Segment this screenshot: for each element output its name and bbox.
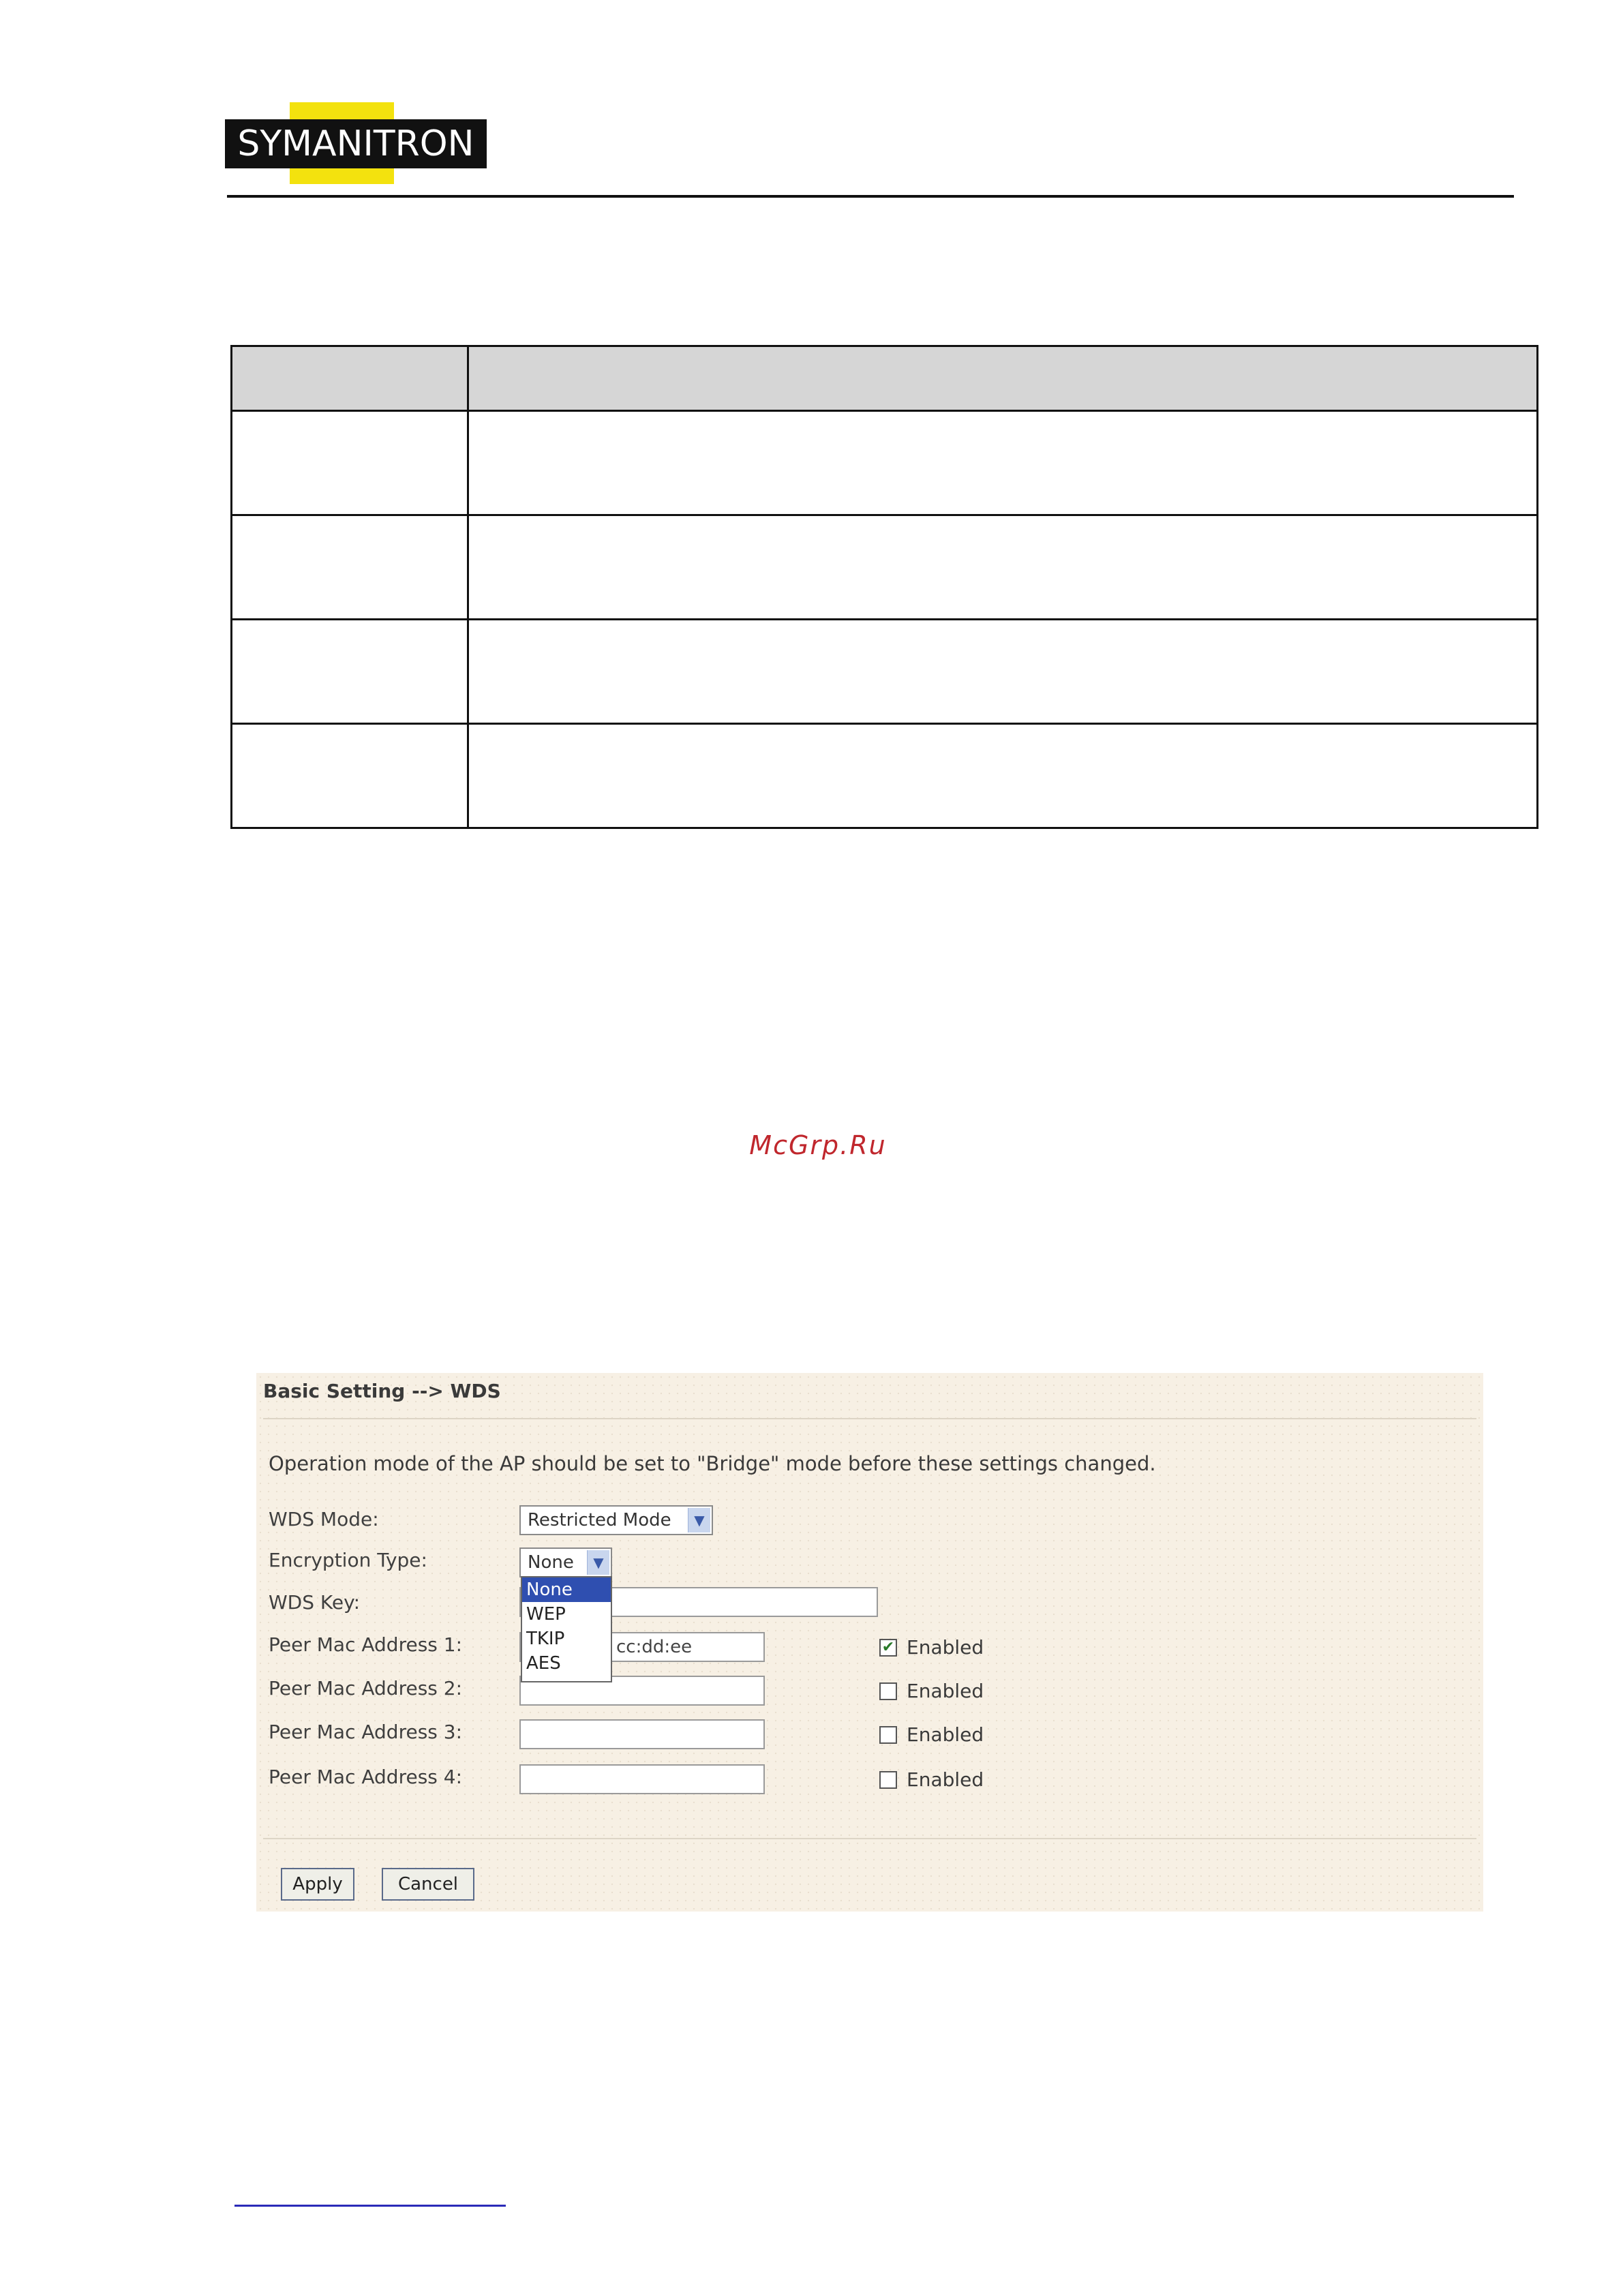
table-row: [232, 724, 1538, 828]
encryption-type-value: None: [528, 1552, 574, 1573]
panel-divider: [263, 1838, 1476, 1839]
peer-2-enabled-checkbox[interactable]: [879, 1682, 897, 1700]
table-cell: [232, 515, 468, 620]
bridge-mode-note: Operation mode of the AP should be set to "Bridge" mode before these settings changed.: [269, 1452, 1156, 1475]
description-table: [230, 345, 1538, 829]
table-row: [232, 411, 1538, 515]
peer-4-enabled-checkbox[interactable]: [879, 1771, 897, 1789]
peer-mac-label-2: Peer Mac Address 2:: [269, 1677, 463, 1700]
symanitron-logo: [225, 102, 487, 184]
table-header-cell: [468, 346, 1538, 411]
wds-mode-label: WDS Mode:: [269, 1508, 379, 1530]
logo-text: SYMANITRON: [237, 123, 474, 164]
peer-3-enabled-label: Enabled: [907, 1723, 984, 1746]
peer-4-enabled-label: Enabled: [907, 1768, 984, 1791]
peer-mac-input-4[interactable]: [519, 1764, 765, 1794]
cancel-button[interactable]: Cancel: [382, 1868, 474, 1901]
encryption-option-wep[interactable]: WEP: [526, 1604, 566, 1625]
header-rule: [227, 195, 1514, 198]
watermark-text: McGrp.Ru: [749, 1130, 887, 1160]
table-cell: [232, 411, 468, 515]
encryption-dropdown-list: [521, 1576, 612, 1682]
peer-mac-input-3[interactable]: [519, 1719, 765, 1749]
encryption-option-none[interactable]: None: [522, 1577, 611, 1602]
table-cell: [468, 620, 1538, 724]
wds-mode-select[interactable]: [519, 1505, 713, 1535]
wds-key-label: WDS Key:: [269, 1591, 361, 1614]
table-cell: [468, 515, 1538, 620]
panel-title: Basic Setting --> WDS: [263, 1380, 501, 1402]
table-cell: [232, 724, 468, 828]
peer-1-enabled-checkbox[interactable]: ✔: [879, 1639, 897, 1657]
peer-mac-label-1: Peer Mac Address 1:: [269, 1633, 463, 1656]
table-cell: [468, 411, 1538, 515]
peer-mac-input-1[interactable]: cc:dd:ee: [519, 1632, 765, 1662]
table-cell: [232, 620, 468, 724]
peer-3-enabled-checkbox[interactable]: [879, 1726, 897, 1744]
encryption-option-aes[interactable]: AES: [526, 1653, 561, 1674]
apply-button[interactable]: Apply: [281, 1868, 354, 1901]
table-row: [232, 515, 1538, 620]
peer-1-enabled-label: Enabled: [907, 1636, 984, 1659]
table-cell: [468, 724, 1538, 828]
peer-2-enabled-label: Enabled: [907, 1680, 984, 1702]
peer-mac-label-3: Peer Mac Address 3:: [269, 1721, 463, 1743]
chevron-down-icon[interactable]: ▼: [587, 1550, 609, 1575]
table-header-cell: [232, 346, 468, 411]
table-row: [232, 620, 1538, 724]
encryption-type-select[interactable]: [519, 1547, 612, 1577]
chevron-down-icon[interactable]: ▼: [688, 1508, 710, 1532]
peer-mac-label-4: Peer Mac Address 4:: [269, 1766, 463, 1788]
table-header-row: [232, 346, 1538, 411]
encryption-option-tkip[interactable]: TKIP: [526, 1629, 565, 1649]
footer-link-rule: [234, 2205, 506, 2207]
panel-divider: [263, 1418, 1476, 1419]
wds-mode-value: Restricted Mode: [528, 1510, 671, 1530]
encryption-type-label: Encryption Type:: [269, 1549, 427, 1571]
